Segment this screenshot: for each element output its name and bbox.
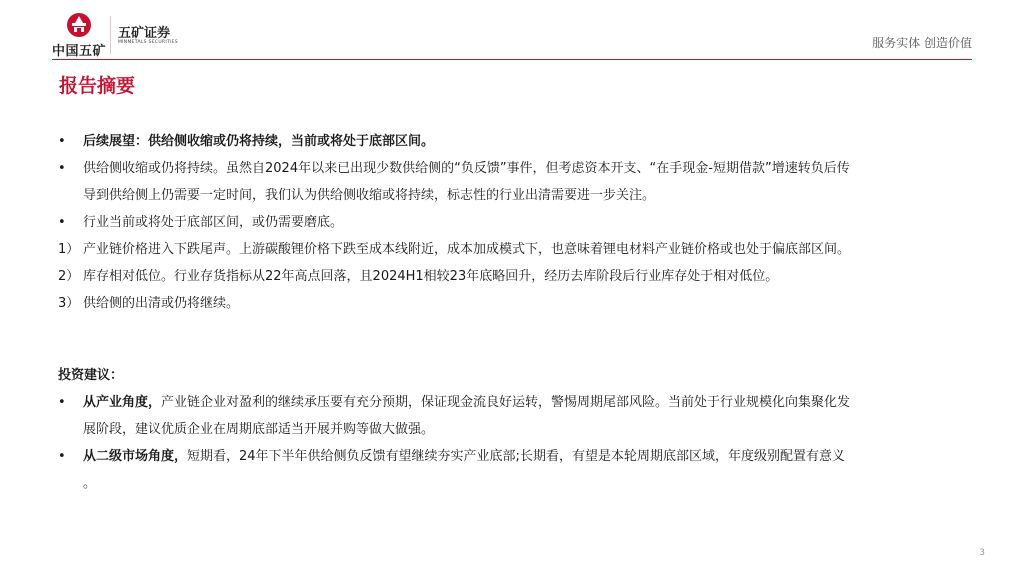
list-item	[58, 209, 998, 236]
header-slogan: 服务实体 创造价值	[872, 36, 972, 50]
outlook-headline: 后续展望：供给侧收缩或仍将持续，当前或将处于底部区间。	[83, 134, 435, 149]
bullet-icon: •	[58, 449, 66, 464]
bullet-icon: •	[58, 215, 66, 230]
numbered-item-2	[58, 263, 998, 290]
minmetals-logo-icon	[66, 12, 92, 38]
list-item	[58, 389, 998, 443]
industry-text-line2: 展阶段，建议优质企业在周期底部适当开展并购等做大做强。	[83, 422, 435, 437]
list-item	[58, 155, 998, 209]
list-item	[58, 128, 998, 155]
item-text: 库存相对低位。行业存货指标从22年高点回落，且2024H1相较23年底略回升，经历去库阶段后行业库存处于相对低位。	[83, 269, 779, 284]
bottom-range-text: 行业当前或将处于底部区间，或仍需要磨底。	[83, 215, 344, 230]
supply-text-line2: 导到供给侧上仍需要一定时间，我们认为供给侧收缩或将持续，标志性的行业出清需要进一步关注。	[83, 188, 656, 203]
header-divider	[52, 59, 972, 60]
item-text: 供给侧的出清或仍将继续。	[83, 296, 240, 311]
item-number: 3）	[58, 296, 80, 311]
market-label: 从二级市场角度，	[83, 449, 188, 464]
logo-chinese-text: 中国五矿	[52, 44, 107, 59]
logo-company-name: 五矿证券	[118, 26, 171, 41]
advice-heading: 投资建议：	[58, 368, 124, 383]
numbered-item-3	[58, 290, 998, 317]
company-logo	[52, 12, 182, 58]
numbered-item-1	[58, 236, 998, 263]
supply-text-line1: 供给侧收缩或仍将持续。虽然自2024年以来已出现少数供给侧的“负反馈”事件，但考虑资本开支、“在手现金-短期借款”增速转负后传	[83, 161, 850, 176]
item-text: 产业链价格进入下跌尾声。上游碳酸锂价格下跌至成本线附近，成本加成模式下，也意味着锂电材料产业链价格或也处于偏底部区间。	[83, 242, 851, 257]
market-text-line1: 短期看，24年下半年供给侧负反馈有望继续夯实产业底部;长期看，有望是本轮周期底部区域，年度级别配置有意义	[187, 449, 845, 464]
bullet-icon: •	[58, 134, 66, 149]
industry-text-line1: 产业链企业对盈利的继续承压要有充分预期，保证现金流良好运转，警惕周期尾部风险。当前处于行业规模化向集聚化发	[161, 395, 851, 410]
market-text-line2: 。	[83, 476, 97, 491]
report-summary-body	[58, 128, 998, 497]
bullet-icon: •	[58, 161, 66, 176]
bullet-icon: •	[58, 395, 66, 410]
industry-label: 从产业角度，	[83, 395, 162, 410]
page-title: 报告摘要	[59, 75, 136, 97]
item-number: 2）	[58, 269, 80, 284]
page-number: 3	[979, 548, 985, 558]
logo-english-name: MINMETALS SECURITIES	[118, 40, 178, 45]
logo-divider	[110, 16, 111, 54]
item-number: 1）	[58, 242, 80, 257]
list-item	[58, 443, 998, 497]
